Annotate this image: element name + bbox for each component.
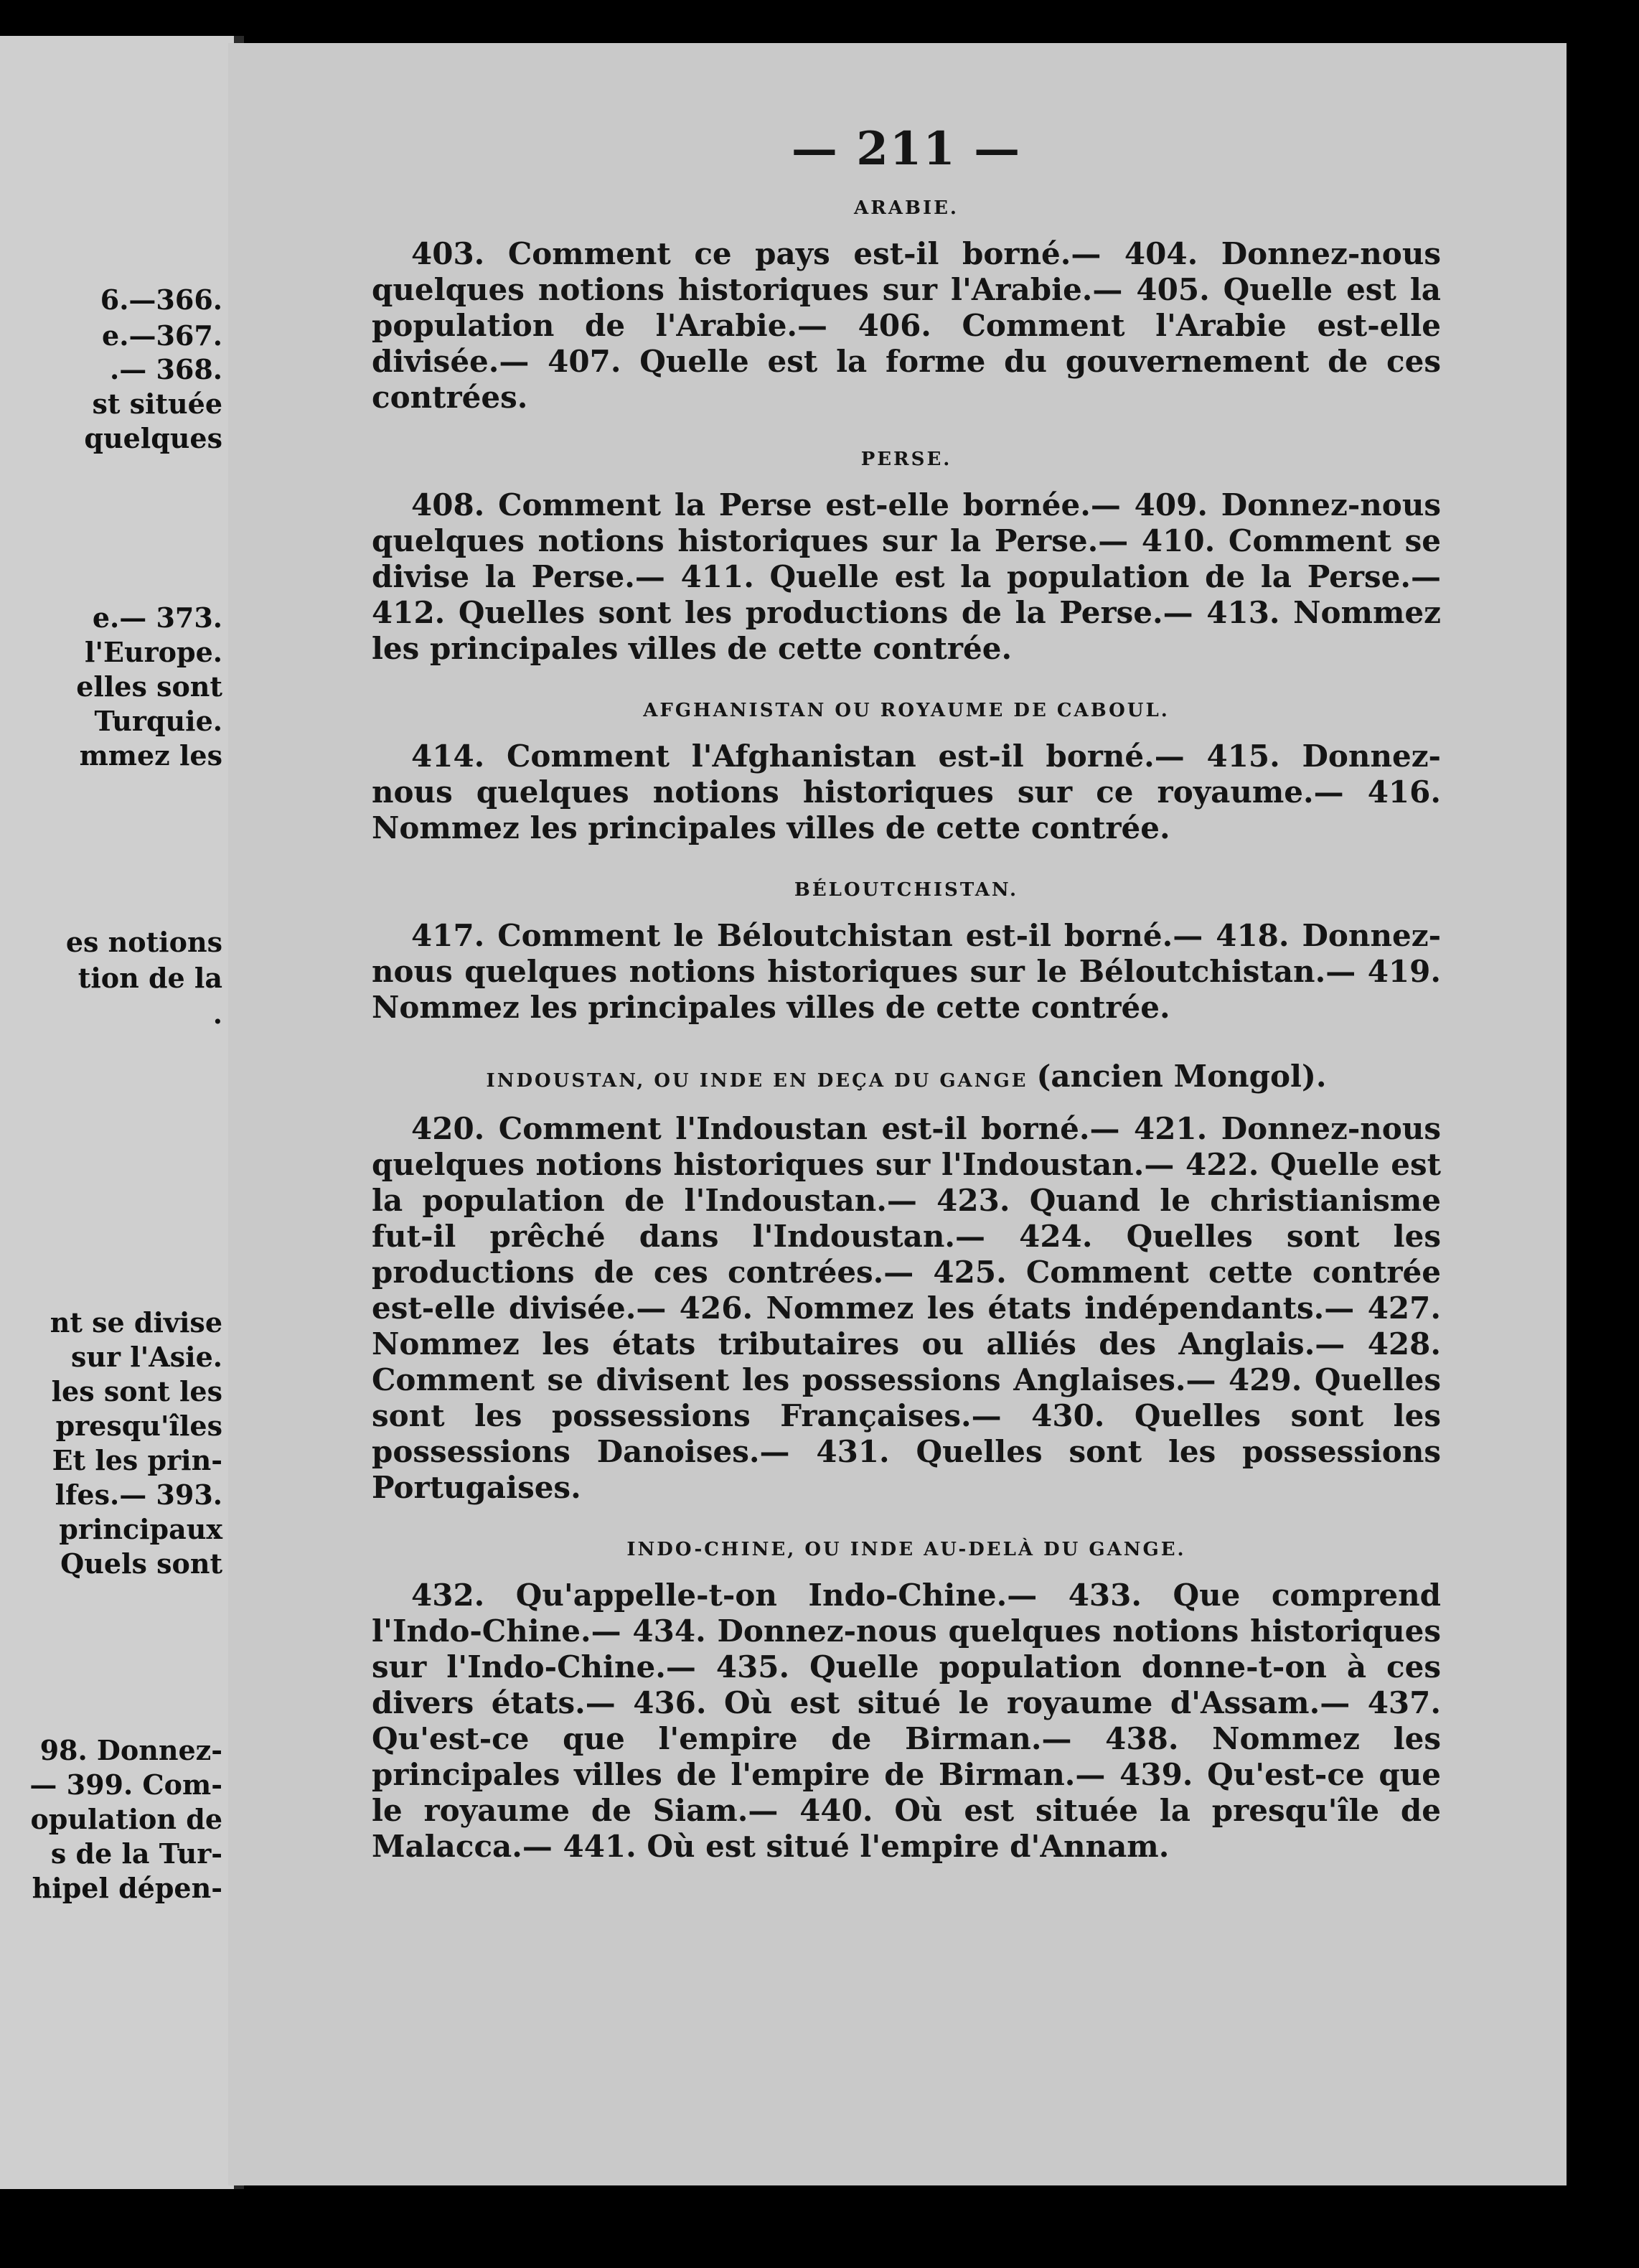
section-title-text: AFGHANISTAN OU ROYAUME DE CABOUL. [643, 700, 1170, 721]
section-title [372, 1539, 1441, 1560]
left-page-line: principaux [59, 1513, 222, 1545]
left-page-line: st située [92, 388, 222, 420]
section-title-text: ARABIE. [854, 197, 959, 219]
section-indoustan [372, 1059, 1441, 1506]
section-title-text: INDO-CHINE, OU INDE AU-DELÀ DU GANGE. [626, 1539, 1186, 1560]
left-page-line: Et les prin- [52, 1444, 222, 1476]
left-page-line: lfes.— 393. [55, 1479, 222, 1511]
left-page-line: sur l'Asie. [70, 1341, 222, 1373]
left-page-line: mmez les [79, 739, 222, 772]
left-page-line: l'Europe. [84, 636, 222, 668]
section-title-text: INDOUSTAN, OU INDE EN DEÇA DU GANGE [486, 1070, 1028, 1092]
section-arabie [372, 197, 1441, 416]
left-page-line: opulation de [30, 1803, 222, 1835]
section-title [372, 1059, 1441, 1094]
left-page-line: . [212, 998, 222, 1030]
section-questions: 414. Comment l'Afghanistan est-il borné.— 415. Donnez-nous quelques notions historiques sur ce royaume.— 416. Nommez les principales villes de cette contrée. [372, 739, 1441, 845]
page-number: — 211 — [791, 122, 1022, 176]
section-beloutchistan [372, 879, 1441, 1026]
section-questions: 408. Comment la Perse est-elle bornée.— 409. Donnez-nous quelques notions historiques sur la Perse.— 410. Comment se divise la Perse.— 411. Quelle est la population de la Perse.— 412. Quelles sont les productions de la Perse.— 413. Nommez les principales villes de cette contrée. [372, 487, 1441, 666]
left-page-line: elles sont [76, 670, 222, 703]
left-page-line: es notions [65, 926, 222, 958]
section-title-text: BÉLOUTCHISTAN. [794, 879, 1019, 901]
left-page-line: presqu'îles [55, 1410, 222, 1442]
left-page-line: quelques [84, 422, 222, 454]
left-page-line: .— 368. [109, 353, 222, 385]
section-title [372, 197, 1441, 219]
section-questions: 417. Comment le Béloutchistan est-il borné.— 418. Donnez-nous quelques notions historiques sur le Béloutchistan.— 419. Nommez les principales villes de cette contrée. [372, 918, 1441, 1025]
section-questions: 432. Qu'appelle-t-on Indo-Chine.— 433. Que comprend l'Indo-Chine.— 434. Donnez-nous quelques notions historiques sur l'Indo-Chine.— 435. Quelle population donne-t-on à ces divers états.— 436. Où est situé le royaume d'Assam.— 437. Qu'est-ce que l'empire de Birman.— 438. Nommez les principales villes de l'empire de Birman.— 439. Qu'est-ce que le royaume de Siam.— 440. Où est située la presqu'île de Malacca.— 441. Où est situé l'empire d'Annam. [372, 1578, 1441, 1864]
left-page-line: e.—367. [102, 319, 222, 352]
section-title [372, 879, 1441, 901]
left-page-line: — 399. Com- [29, 1768, 222, 1801]
left-page-line: Quels sont [60, 1547, 222, 1580]
section-questions: 403. Comment ce pays est-il borné.— 404. Donnez-nous quelques notions historiques sur l'Arabie.— 405. Quelle est la population de l'Arabie.— 406. Comment l'Arabie est-elle divisée.— 407. Quelle est la forme du gouvernement de ces contrées. [372, 236, 1441, 415]
left-page-line: nt se divise [50, 1306, 222, 1339]
section-title [372, 449, 1441, 470]
left-page-line: 6.—366. [100, 284, 222, 316]
left-page-line: s de la Tur- [50, 1837, 222, 1870]
section-perse [372, 449, 1441, 667]
left-page-line: hipel dépen- [32, 1872, 222, 1904]
section-questions: 420. Comment l'Indoustan est-il borné.— 421. Donnez-nous quelques notions historiques sur l'Indoustan.— 422. Quelle est la population de l'Indoustan.— 423. Quand le christianisme fut-il prêché dans l'Indoustan.— 424. Quelles sont les productions de ces contrées.— 425. Comment cette contrée est-elle divisée.— 426. Nommez les états indépendants.— 427. Nommez les états tributaires ou alliés des Anglais.— 428. Comment se divisent les possessions Anglaises.— 429. Quelles sont les possessions Françaises.— 430. Quelles sont les possessions Danoises.— 431. Quelles sont les possessions Portugaises. [372, 1111, 1441, 1505]
right-page [228, 43, 1567, 2185]
section-title-text: PERSE. [860, 449, 952, 470]
section-afghanistan [372, 700, 1441, 846]
left-page-line: les sont les [51, 1375, 222, 1407]
left-facing-page [0, 36, 244, 2189]
left-page-line: 98. Donnez- [39, 1734, 222, 1766]
left-page-line: Turquie. [94, 705, 222, 737]
page-content [372, 122, 1441, 1898]
left-page-line: e.— 373. [92, 601, 222, 634]
section-title-suffix: (ancien Mongol). [1036, 1059, 1327, 1094]
left-page-line: tion de la [78, 962, 222, 994]
section-title [372, 700, 1441, 721]
section-indo-chine [372, 1539, 1441, 1865]
